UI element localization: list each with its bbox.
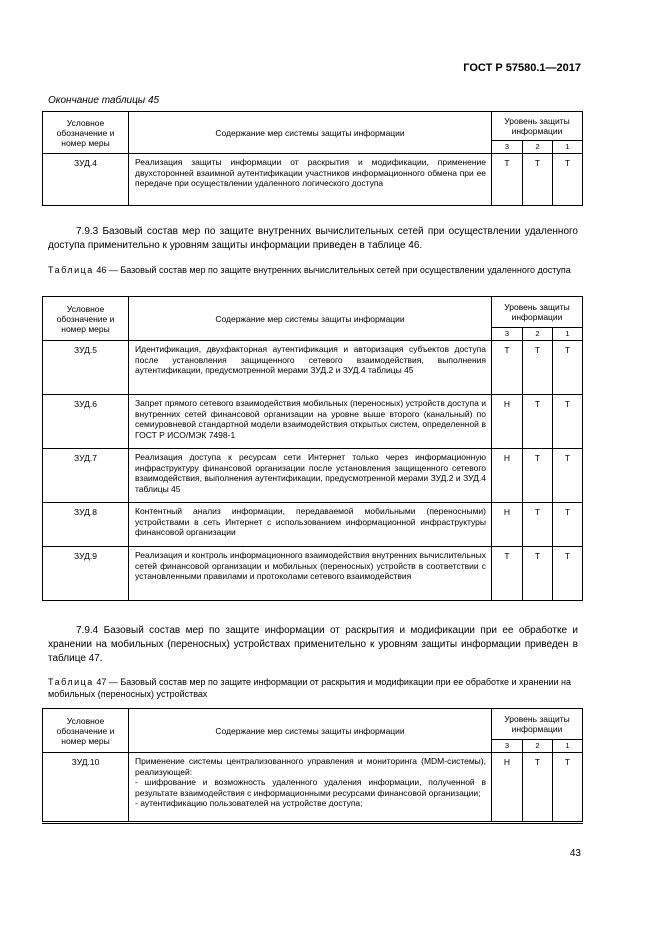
table-row (43, 753, 583, 823)
col-header-l2: 2 (523, 141, 553, 154)
table47-caption (48, 676, 583, 700)
table-45 (42, 111, 583, 206)
level-2-value: Т (523, 395, 553, 449)
level-1-value: Т (553, 154, 583, 206)
level-2-value: Т (523, 503, 553, 547)
table-46 (42, 296, 583, 601)
table47-caption-text: 47 — Базовый состав мер по защите информации от раскрытия и модификации при ее обработке и хранении на мобильных (переносных) устройствах (48, 677, 572, 699)
col-header-level: Уровень защиты информации (492, 709, 583, 740)
col-header-l3: 3 (492, 141, 523, 154)
level-2-value: Т (523, 753, 553, 823)
table-47 (42, 708, 583, 824)
level-1-value: Т (553, 341, 583, 395)
level-2-value: Т (523, 449, 553, 503)
col-header-l3: 3 (492, 740, 523, 753)
table46-caption-text: 46 — Базовый состав мер по защите внутренних вычислительных сетей при осуществлении удаленного доступа (96, 265, 571, 275)
measure-code: ЗУД.10 (43, 753, 129, 823)
col-header-content: Содержание мер системы защиты информации (129, 297, 492, 341)
level-1-value: Т (553, 395, 583, 449)
col-header-content: Содержание мер системы защиты информации (129, 112, 492, 154)
table-row (43, 449, 583, 503)
col-header-l3: 3 (492, 328, 523, 341)
measure-code: ЗУД.6 (43, 395, 129, 449)
level-2-value: Т (523, 341, 553, 395)
col-header-l1: 1 (553, 328, 583, 341)
level-3-value: Н (492, 449, 523, 503)
measure-text (129, 753, 492, 823)
table-row (43, 341, 583, 395)
level-1-value: Т (553, 503, 583, 547)
measure-text: Запрет прямого сетевого взаимодействия мобильных (переносных) устройств доступа и внутренних сетей финансовой организации на уровне выше второго (канальный) по семиуровневой стандартной модели взаимодействия открытых систем, определенной в ГОСТ Р ИСО/МЭК 7498-1 (129, 395, 492, 449)
table46-caption-label: Таблица (48, 265, 94, 275)
table47-caption-label: Таблица (48, 677, 94, 687)
level-3-value: Н (492, 503, 523, 547)
measure-code: ЗУД.4 (43, 154, 129, 206)
measure-text: Идентификация, двухфакторная аутентификация и авторизация субъектов доступа после установления защищенного сетевого взаимодействия, выполнения аутентификации, предусмотренной мерами ЗУД.2 и ЗУД.4 таблицы 45 (129, 341, 492, 395)
measure-text-line: - аутентификацию пользователей на устройстве доступа; (135, 798, 363, 808)
col-header-l2: 2 (523, 740, 553, 753)
col-header-code: Условное обозначение и номер меры (43, 709, 129, 753)
col-header-code: Условное обозначение и номер меры (43, 112, 129, 154)
paragraph-7-9-3 (48, 225, 578, 253)
level-2-value: Т (523, 154, 553, 206)
level-3-value: Т (492, 154, 523, 206)
table-row (43, 503, 583, 547)
level-1-value: Т (553, 547, 583, 601)
col-header-code: Условное обозначение и номер меры (43, 297, 129, 341)
level-3-value: Т (492, 547, 523, 601)
col-header-level: Уровень защиты информации (492, 112, 583, 141)
level-1-value: Т (553, 753, 583, 823)
level-3-value: Н (492, 753, 523, 823)
measure-code: ЗУД.9 (43, 547, 129, 601)
level-1-value: Т (553, 449, 583, 503)
table-row (43, 547, 583, 601)
measure-text: Контентный анализ информации, передаваемой мобильными (переносными) устройствами в сеть Интернет с использованием информационной инфраструктуры финансовой организации (129, 503, 492, 547)
measure-text: Реализация защиты информации от раскрытия и модификации, применение двухсторонней взаимной аутентификации участников информационного обмена при ее передаче при осуществлении удаленного логического доступа (129, 154, 492, 206)
col-header-level: Уровень защиты информации (492, 297, 583, 328)
measure-code: ЗУД.8 (43, 503, 129, 547)
measure-code: ЗУД.5 (43, 341, 129, 395)
table46-caption (48, 264, 583, 276)
table-row (43, 395, 583, 449)
measure-text-line: Применение системы централизованного управления и мониторинга (MDM-системы), реализующей: (135, 756, 486, 777)
paragraph-7-9-4 (48, 624, 578, 666)
page-number: 43 (569, 848, 581, 859)
col-header-l1: 1 (553, 141, 583, 154)
standard-header: ГОСТ Р 57580.1—2017 (463, 62, 581, 74)
table45-caption: Окончание таблицы 45 (48, 95, 160, 106)
level-2-value: Т (523, 547, 553, 601)
paragraph-7-9-3-text: 7.9.3 Базовый состав мер по защите внутренних вычислительных сетей при осуществлении удаленного доступа применительно к уровням защиты информации приведен в таблице 46. (48, 226, 578, 251)
level-3-value: Н (492, 395, 523, 449)
table-row (43, 154, 583, 206)
measure-text-line: - шифрование и возможность удаленного удаления информации, полученной в результате взаимодействия с информационными ресурсами финансовой организации; (135, 777, 486, 798)
measure-code: ЗУД.7 (43, 449, 129, 503)
level-3-value: Т (492, 341, 523, 395)
col-header-content: Содержание мер системы защиты информации (129, 709, 492, 753)
measure-text: Реализация доступа к ресурсам сети Интернет только через информационную инфраструктуру финансовой организации после установления защищенного сетевого взаимодействия, выполнения аутентификации, предусмотренной мерами ЗУД.2 и ЗУД.4 таблицы 45 (129, 449, 492, 503)
col-header-l1: 1 (553, 740, 583, 753)
paragraph-7-9-4-text: 7.9.4 Базовый состав мер по защите информации от раскрытия и модификации при ее обработке и хранении на мобильных (переносных) устройствах применительно к уровням защиты информации приведен в таблице 47. (48, 625, 578, 664)
col-header-l2: 2 (523, 328, 553, 341)
measure-text: Реализация и контроль информационного взаимодействия внутренних вычислительных сетей финансовой организации и мобильных (переносных) устройств в соответствии с установленными правилами и протоколами сетевого взаимодействия (129, 547, 492, 601)
